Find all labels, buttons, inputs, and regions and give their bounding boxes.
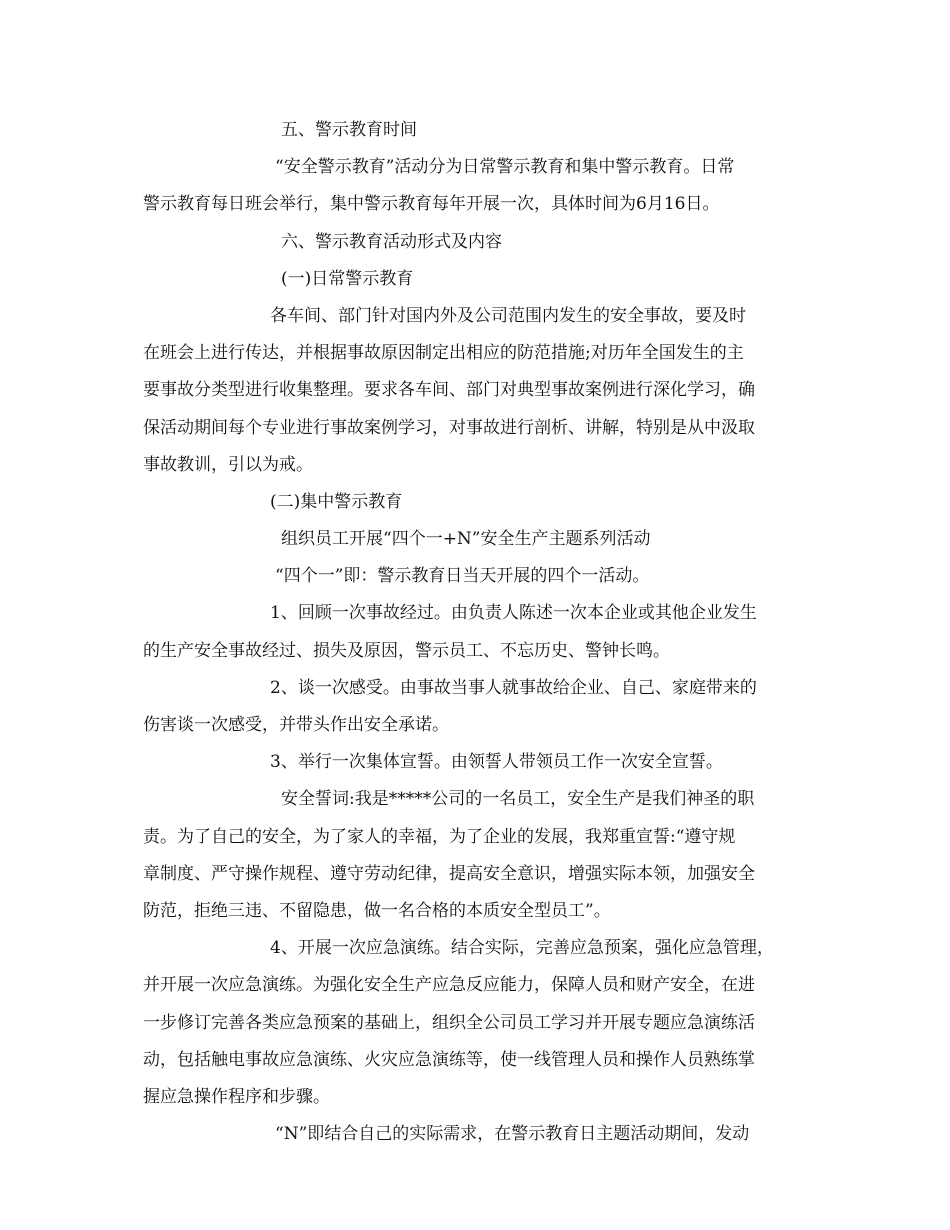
paragraph-line: 防范，拒绝三违、不留隐患，做一名合格的本质安全型员工”。	[143, 900, 611, 921]
section-heading: 六、警示教育活动形式及内容	[281, 231, 502, 252]
paragraph-line: 一步修订完善各类应急预案的基础上，组织全公司员工学习并开展专题应急演练活	[143, 1012, 755, 1033]
paragraph-line: 1、回顾一次事故经过。由负责人陈述一次本企业或其他企业发生	[270, 603, 757, 624]
subsection-heading: (一)日常警示教育	[281, 268, 414, 289]
paragraph-line: 章制度、严守操作规程、遵守劳动纪律，提高安全意识，增强实际本领，加强安全	[143, 863, 755, 884]
paragraph-line: 组织员工开展“四个一+N”安全生产主题系列活动	[281, 529, 651, 550]
document-page	[143, 112, 813, 1153]
paragraph-line: 的生产安全事故经过、损失及原因，警示员工、不忘历史、警钟长鸣。	[143, 640, 670, 661]
paragraph-line: 各车间、部门针对国内外及公司范围内发生的安全事故，要及时	[270, 305, 746, 326]
paragraph-line: 要事故分类型进行收集整理。要求各车间、部门对典型事故案例进行深化学习，确	[143, 380, 755, 401]
paragraph-line: 保活动期间每个专业进行事故案例学习，对事故进行剖析、讲解，特别是从中汲取	[143, 417, 755, 438]
paragraph-line: 动，包括触电事故应急演练、火灾应急演练等，使一线管理人员和操作人员熟练掌	[143, 1049, 755, 1070]
paragraph-line: 并开展一次应急演练。为强化安全生产应急反应能力，保障人员和财产安全，在进	[143, 975, 755, 996]
paragraph-line: “四个一”即：警示教育日当天开展的四个一活动。	[275, 566, 650, 587]
paragraph-line: 在班会上进行传达，并根据事故原因制定出相应的防范措施;对历年全国发生的主	[143, 343, 744, 364]
paragraph-line: 责。为了自己的安全，为了家人的幸福，为了企业的发展，我郑重宣誓:“遵守规	[143, 826, 736, 847]
paragraph-line: 事故教训，引以为戒。	[143, 454, 313, 475]
paragraph-line: “安全警示教育”活动分为日常警示教育和集中警示教育。日常	[275, 157, 735, 178]
paragraph-line: “N”即结合自己的实际需求，在警示教育日主题活动期间，发动	[275, 1124, 750, 1145]
paragraph-line: 4、开展一次应急演练。结合实际，完善应急预案，强化应急管理，	[270, 938, 774, 959]
paragraph-line: 警示教育每日班会举行，集中警示教育每年开展一次，具体时间为6月16日。	[143, 194, 720, 215]
paragraph-line: 握应急操作程序和步骤。	[143, 1086, 330, 1107]
paragraph-line: 2、谈一次感受。由事故当事人就事故给企业、自己、家庭带来的	[270, 677, 757, 698]
paragraph-line: 安全誓词:我是*****公司的一名员工，安全生产是我们神圣的职	[281, 789, 755, 810]
paragraph-line: 伤害谈一次感受，并带头作出安全承诺。	[143, 715, 449, 735]
section-heading: 五、警示教育时间	[281, 120, 417, 140]
paragraph-line: 3、举行一次集体宣誓。由领誓人带领员工作一次安全宣誓。	[270, 752, 723, 773]
subsection-heading: (二)集中警示教育	[270, 491, 403, 512]
